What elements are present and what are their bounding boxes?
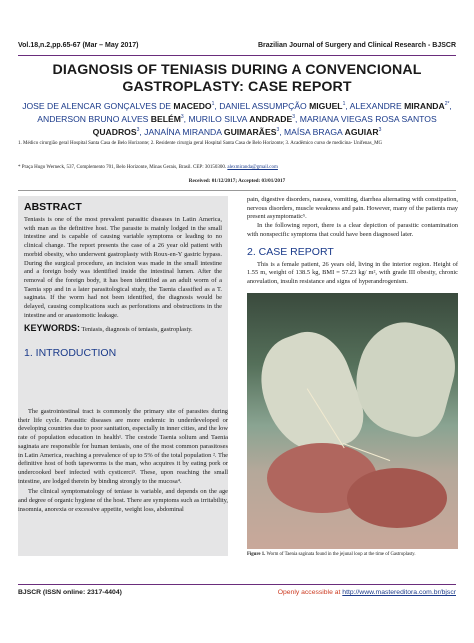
intestine-tissue-2 [347, 468, 447, 528]
page-footer [18, 589, 456, 599]
intro-paragraph-2: The clinical symptomatology of teniase is variable, and depends on the age and degree of organic hygiene of the host. There are symptoms such as irritability, insomnia, anorexia or excessive appetite, weight loss, abdominal [18, 488, 229, 513]
author-affiliation-mark: 3 [136, 126, 140, 133]
open-access-label: Openly accessible at [277, 589, 341, 596]
journal-name: Brazilian Journal of Surgery and Clinical Research - BJSCR [258, 42, 456, 49]
running-header [18, 42, 456, 54]
author-name: JOSE DE ALENCAR GONÇALVES DE [22, 100, 174, 111]
journal-url-link[interactable]: http://www.mastereditora.com.br/bjscr [342, 589, 456, 596]
author-name: DANIEL ASSUMPÇÃO [219, 100, 310, 111]
header-rule [18, 55, 456, 56]
author-separator: , [279, 126, 284, 137]
volume-info: Vol.18,n.2,pp.65-67 (Mar – May 2017) [18, 42, 139, 49]
author-list [18, 99, 456, 138]
author-surname: QUADROS [92, 126, 137, 137]
keywords-label: KEYWORDS: [24, 323, 80, 334]
introduction-heading: 1. INTRODUCTION [24, 347, 117, 360]
abstract-text: Teniasis is one of the most prevalent parasitic diseases in Latin America, with man as the definitive host. The parasite is mainly lodged in the small intestine and is capable of causing variable symptoms or leading to no clinical change. The report presents the case of a 26 year old patient with morbid obesity, who underwent gastroplasty with Roux-en-Y gastric bypass. During the surgical procedure, an incision was made in the small intestine and a foreign body was identified inside the intestinal lumen. After the removal of the foreign body, it has been identified as an adult worm of a Taenia spp and in a later parasitological study, the Taenia classified as a T. saginata. If the worm had not been identified, the diagnosis would be delayed, causing complications such as perforations and obstructions in the intestine and or anastomotic leakage. [24, 216, 222, 319]
author-affiliation-mark: 3 [276, 126, 280, 133]
figure-caption [247, 552, 458, 558]
author-separator: , [449, 100, 452, 111]
author-name: ALEXANDRE [349, 100, 405, 111]
received-accepted-dates: Received: 01/12/2017; Accepted: 03/01/2017 [188, 178, 286, 184]
author-affiliation-mark: 3 [180, 113, 184, 120]
title-line-2: GASTROPLASTY: CASE REPORT [122, 79, 352, 95]
author-surname: MIGUEL [309, 100, 343, 111]
author-surname: BELÉM [150, 113, 181, 124]
surgical-photo [247, 293, 458, 549]
author-name: MURILO SILVA [188, 113, 250, 124]
intro-paragraph-1: The gastrointestinal tract is commonly the primary site of parasites during their life cycle. Parasitic diseases are more endemic in underdeveloped or developing countries due to poor sanitation, especially in inner cities, and the low rate of population education in health¹. The cestode Taenia solium and Taenia saginata are responsible for human teniasis, one of the most common parasitoses in Latin America, reaching a prevalence of up to 5% of the total population ². The definitive host of both tapeworms is the man, who acquires it by eating pork or undercooked beef infected with cysticerci³. These, upon reaching the small intestine, are lodged therein by binding strongly to the mucosa⁴. [18, 408, 228, 485]
article-title [18, 62, 456, 96]
keywords-text: Teniasis, diagnosis of teniasis, gastroplasty. [81, 326, 193, 334]
right-column [247, 196, 458, 558]
email-link[interactable]: alexmiranda@gmail.com [227, 165, 278, 170]
author-separator: , [295, 113, 300, 124]
case-report-text: This is a female patient, 26 years old, living in the interior region. Height of 1.55 m, weight of 138.5 kg, BMI = 57.23 kg/ m², with grade III obesity, chronic anovulation, insulin resistance and signs of hyperandrogenism. [247, 260, 458, 285]
author-affiliation-mark: 3 [292, 113, 295, 120]
author-name: MAÍSA BRAGA [284, 126, 345, 137]
author-separator: , [183, 113, 189, 124]
following-paragraph: In the following report, there is a clear depiction of parasitic contamination with nonspecific symptoms that could have been diagnosed later. [247, 222, 458, 238]
author-surname: AGUIAR [344, 126, 379, 137]
author-affiliation-mark: 3 [378, 126, 382, 133]
author-surname: MIRANDA [404, 100, 445, 111]
affiliations: 1. Médico cirurgião geral Hospital Santa Casa de Belo Horizonte; 2. Residente cirurgia geral Hospital Santa Casa de Belo Horizonte; 3. Acadêmico curso de medicina- Unifenas_MG [18, 141, 383, 146]
keywords [24, 324, 222, 335]
caption-text: Worm of Taenia saginata found in the jejunal loop at the time of Gastroplasty. [266, 551, 416, 557]
address-text: * Praça Hugo Werneck, 537, Complemento 701, Belo Horizonte, Minas Gerais, Brasil. CEP: 30150300. [18, 165, 227, 170]
correspondence-address [18, 165, 456, 170]
continued-paragraph: pain, digestive disorders, nausea, vomiting, diarrhea alternating with constipation, nervous disorders, muscle weakness and pain. However, many of the patients may present asymptomatic⁵. [247, 196, 458, 221]
author-separator: , [214, 100, 220, 111]
author-name: ANDERSON BRUNO ALVES [37, 113, 151, 124]
divider [18, 190, 456, 191]
abstract-heading: ABSTRACT [24, 201, 82, 213]
author-surname: GUIMARÃES [223, 126, 277, 137]
title-line-1: DIAGNOSIS OF TENIASIS DURING A CONVENCIONAL [52, 62, 422, 78]
author-surname: ANDRADE [249, 113, 293, 124]
introduction-body [18, 408, 228, 514]
author-surname: MACEDO [173, 100, 212, 111]
author-affiliation-mark: 1 [342, 101, 346, 107]
issn: BJSCR (ISSN online: 2317-4404) [18, 589, 122, 596]
author-name: MARIANA VIEGAS ROSA SANTOS [299, 113, 437, 124]
author-name: JANAÍNA MIRANDA [144, 126, 224, 137]
author-separator: , [345, 100, 350, 111]
footer-rule [18, 584, 456, 585]
caption-label: Figure 1. [247, 551, 266, 557]
author-affiliation-mark: 1 [211, 101, 215, 107]
case-report-heading: 2. CASE REPORT [247, 245, 334, 258]
author-separator: , [139, 126, 145, 137]
author-affiliation-mark: 2* [444, 101, 450, 107]
open-access-note [278, 589, 456, 596]
